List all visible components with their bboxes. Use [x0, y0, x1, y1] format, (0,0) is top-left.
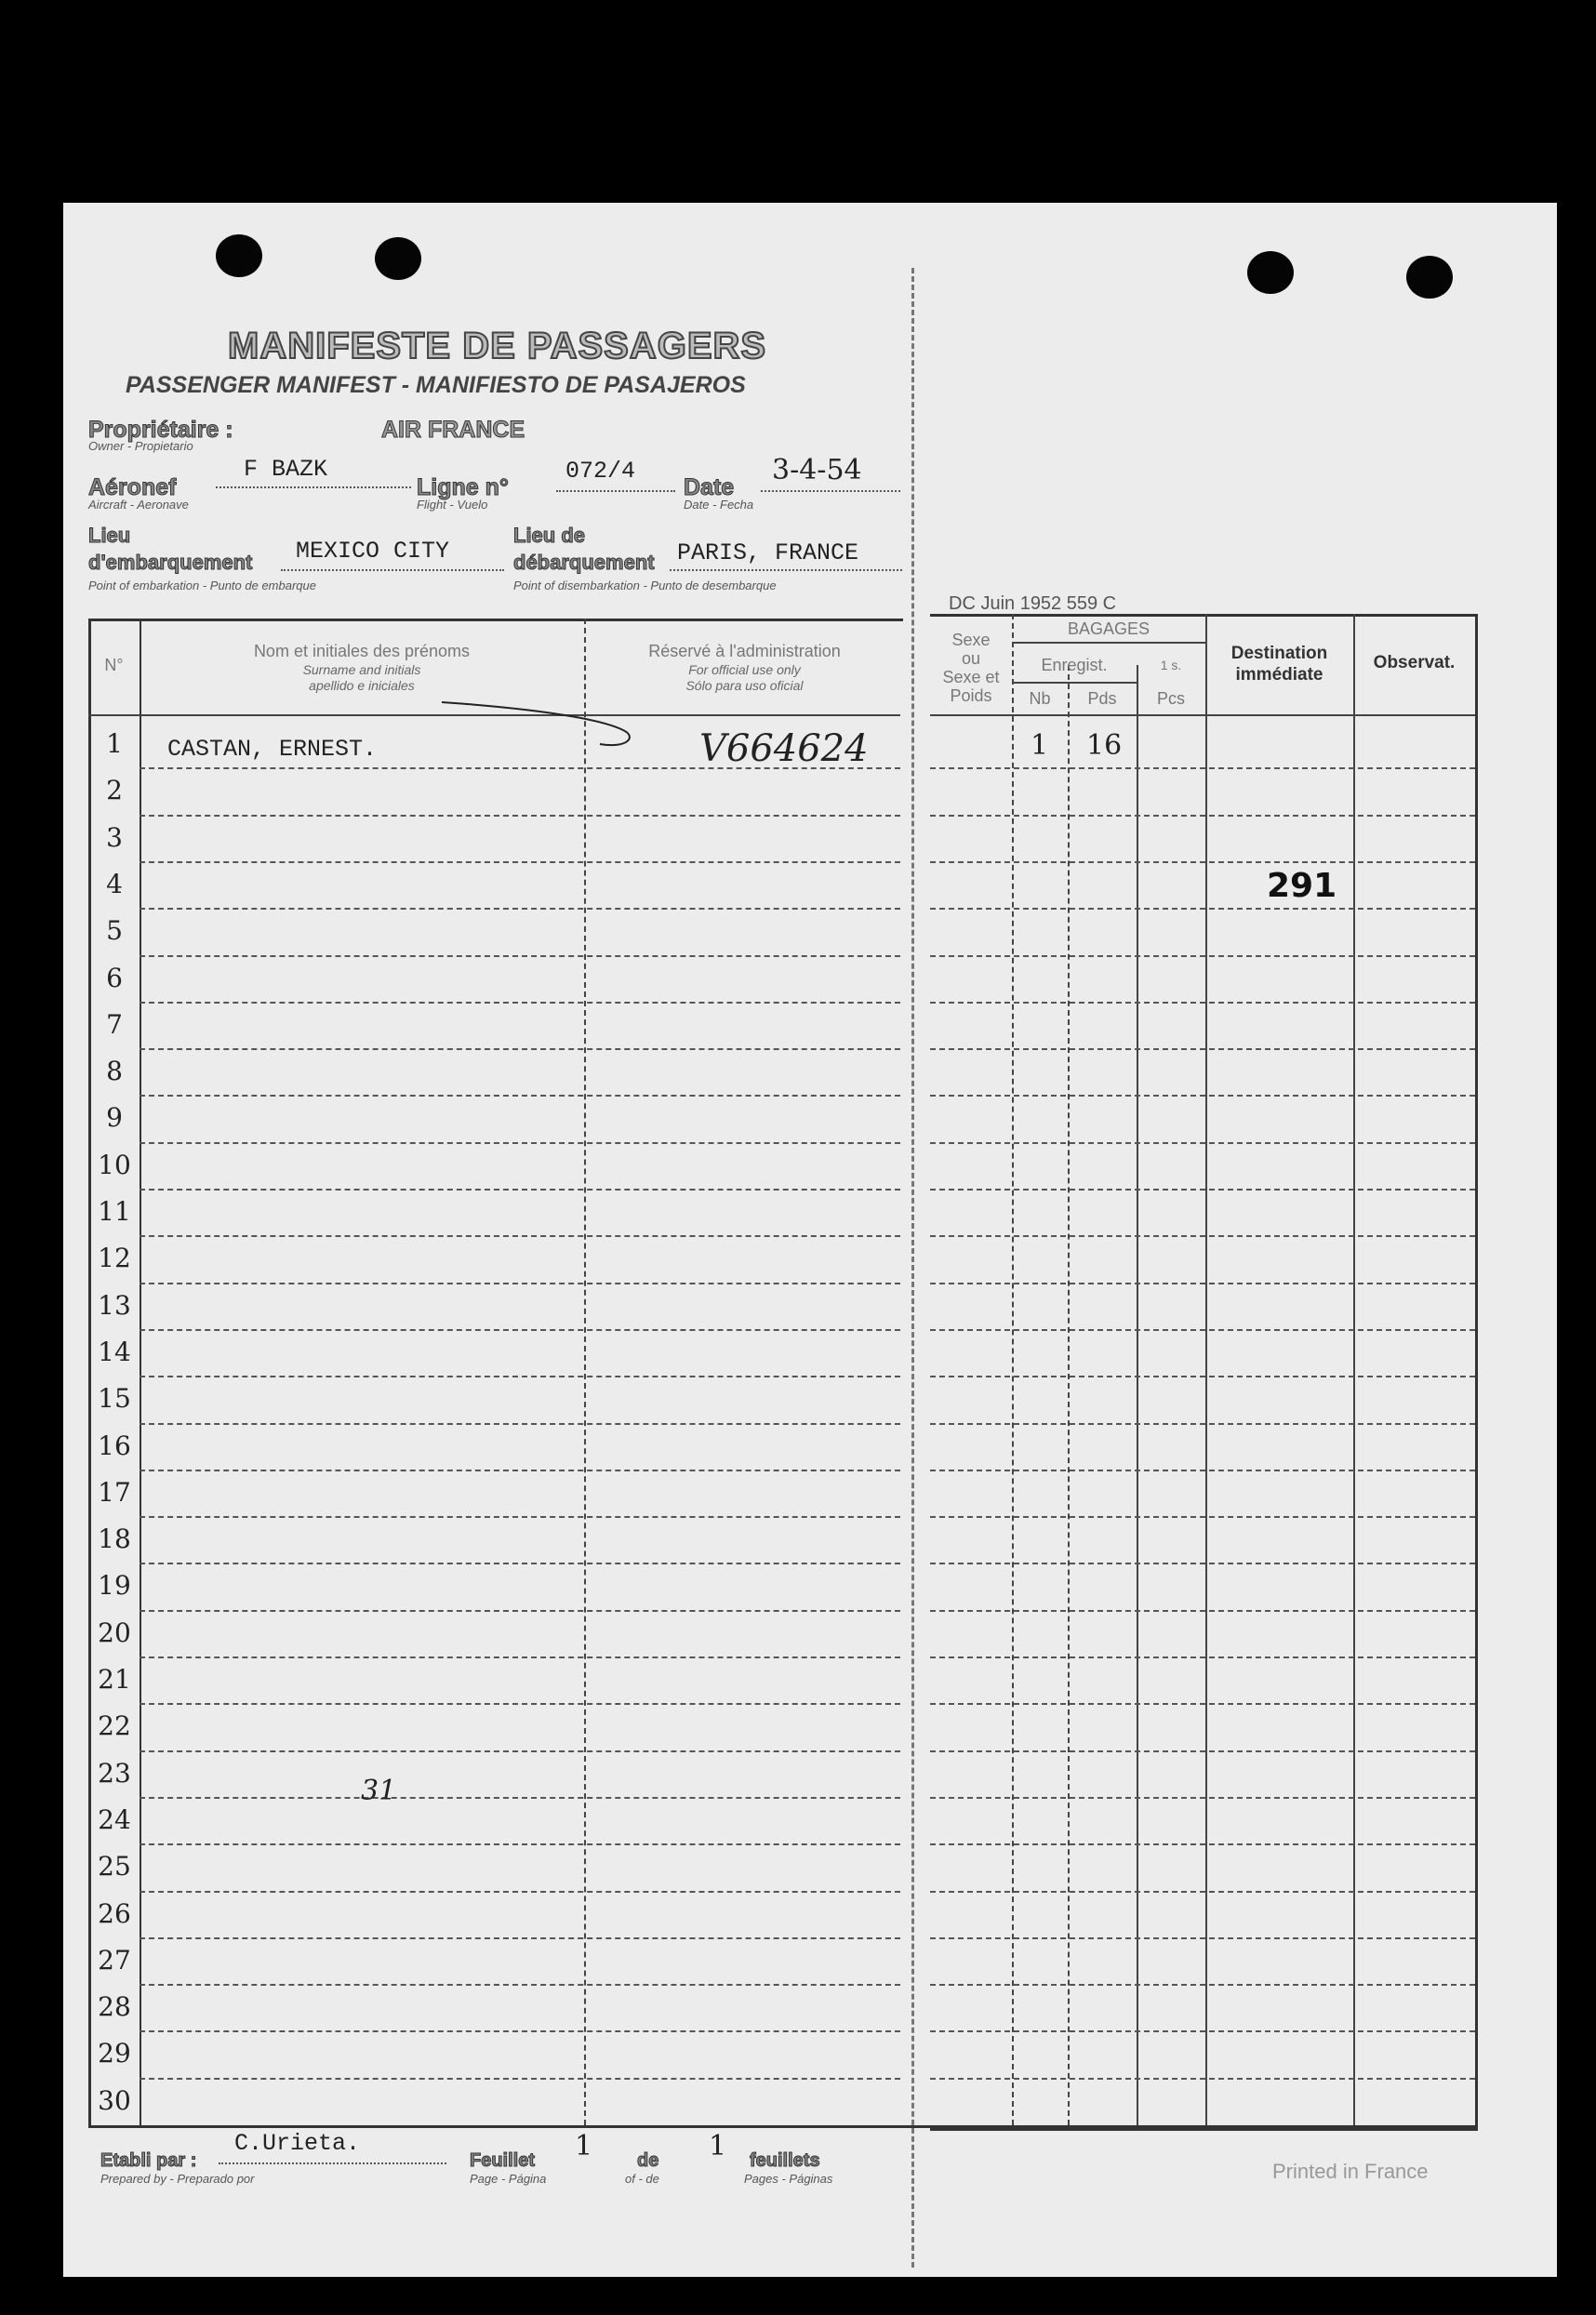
baggage-nb: 1 — [1031, 729, 1049, 762]
baggage-pds: 16 — [1086, 729, 1123, 762]
row-number: 4 — [106, 868, 123, 899]
row-line — [930, 1189, 1475, 1191]
disembark-sublabel: Point of disembarkation - Punto de desembarque — [513, 579, 777, 592]
header-name: Nom et initiales des prénoms — [253, 642, 471, 660]
header-registered: Enregist. — [1041, 656, 1108, 674]
row-number: 30 — [98, 2084, 131, 2116]
row-line — [140, 1937, 900, 1939]
punch-hole — [375, 237, 421, 280]
of-sublabel: of - de — [625, 2172, 659, 2186]
row-number: 28 — [98, 1991, 131, 2023]
row-line — [930, 1891, 1475, 1893]
row-number: 16 — [98, 1430, 131, 1461]
row-number: 15 — [98, 1383, 131, 1415]
row-line — [140, 1095, 900, 1097]
row-line — [140, 1610, 900, 1612]
row-line — [140, 1703, 900, 1705]
header-name-sub1: Surname and initials — [302, 662, 421, 677]
header-admin-sub1: For official use only — [688, 662, 801, 677]
row-line — [930, 908, 1475, 910]
row-line — [930, 1797, 1475, 1799]
row-number: 9 — [106, 1102, 123, 1134]
printed-in-france: Printed in France — [1272, 2160, 1429, 2183]
form-reference: DC Juin 1952 559 C — [949, 593, 1117, 614]
punch-hole — [216, 234, 262, 277]
row-line — [140, 1376, 900, 1377]
row-number: 2 — [106, 775, 123, 806]
flight-value: 072/4 — [565, 458, 636, 485]
row-line — [140, 2078, 900, 2080]
disembark-label-1: Lieu de — [513, 524, 586, 547]
row-number: 12 — [98, 1243, 131, 1274]
row-number: 8 — [106, 1056, 123, 1087]
embark-label-2: d'embarquement — [88, 551, 253, 574]
disembark-value: PARIS, FRANCE — [677, 539, 859, 566]
date-value: 3-4-54 — [772, 454, 862, 486]
row-line — [930, 1002, 1475, 1004]
embark-label-1: Lieu — [88, 524, 131, 547]
header-sex-2: ou — [961, 649, 981, 668]
row-number: 25 — [98, 1851, 131, 1883]
page-sublabel: Page - Página — [470, 2172, 547, 2186]
row-line — [930, 861, 1475, 863]
row-number: 21 — [98, 1664, 131, 1695]
header-admin: Réservé à l'administration — [648, 642, 841, 660]
header-destination-2: immédiate — [1235, 665, 1323, 685]
punch-hole — [1247, 251, 1294, 294]
disembark-label-2: débarquement — [513, 551, 655, 574]
row-line — [140, 1283, 900, 1284]
row-line — [140, 955, 900, 957]
row-line — [140, 1235, 900, 1237]
aircraft-sublabel: Aircraft - Aeronave — [88, 498, 189, 512]
owner-sublabel: Owner - Propietario — [88, 439, 193, 453]
owner-label: Propriétaire : — [88, 417, 233, 443]
row-number: 19 — [98, 1570, 131, 1602]
passenger-name: CASTAN, ERNEST. — [167, 736, 378, 763]
row-line — [140, 1142, 900, 1144]
header-sex-1: Sexe — [951, 631, 991, 649]
row-line — [140, 1891, 900, 1893]
row-line — [930, 815, 1475, 817]
row-line — [930, 1235, 1475, 1237]
row-number: 29 — [98, 2038, 131, 2069]
date-sublabel: Date - Fecha — [684, 498, 754, 512]
row-line — [140, 815, 900, 817]
page-label: Feuillet — [470, 2150, 536, 2171]
row-line — [930, 2030, 1475, 2032]
header-observations: Observat. — [1373, 653, 1456, 672]
row-line — [140, 861, 900, 863]
row-line — [930, 1423, 1475, 1425]
sheets-label: feuillets — [750, 2150, 820, 2171]
row-number: 14 — [98, 1336, 131, 1367]
prepared-value: C.Urieta. — [234, 2130, 361, 2157]
prepared-label: Etabli par : — [100, 2150, 197, 2171]
of-value: 1 — [709, 2130, 727, 2162]
row-line — [930, 2078, 1475, 2080]
row-line — [930, 1329, 1475, 1331]
row-line — [930, 1563, 1475, 1564]
header-nb: Nb — [1029, 689, 1051, 708]
row-number: 13 — [98, 1289, 131, 1321]
row-line — [140, 1048, 900, 1050]
stamp-number: 291 — [1267, 867, 1337, 905]
row-line — [930, 1984, 1475, 1986]
document-subtitle: PASSENGER MANIFEST - MANIFIESTO DE PASAJEROS — [126, 372, 746, 398]
row-line — [930, 1376, 1475, 1377]
flight-label: Ligne n° — [417, 474, 509, 500]
row-line — [930, 1516, 1475, 1518]
row-line — [930, 1048, 1475, 1050]
fold-line — [911, 268, 914, 2268]
row-number: 7 — [106, 1008, 123, 1040]
row-line — [930, 1750, 1475, 1752]
margin-note: 31 — [361, 1775, 397, 1807]
flight-sublabel: Flight - Vuelo — [417, 498, 488, 512]
row-line — [930, 1610, 1475, 1612]
row-number: 17 — [98, 1476, 131, 1508]
row-line — [140, 1516, 900, 1518]
embark-sublabel: Point of embarkation - Punto de embarque — [88, 579, 316, 592]
page-value: 1 — [575, 2130, 593, 2162]
admin-mark: V664624 — [699, 727, 869, 770]
header-hand: 1 s. — [1160, 658, 1182, 672]
row-number: 20 — [98, 1617, 131, 1648]
row-number: 24 — [98, 1803, 131, 1835]
date-label: Date — [684, 474, 735, 500]
header-destination-1: Destination — [1230, 644, 1328, 663]
row-line — [930, 1095, 1475, 1097]
row-line — [930, 1843, 1475, 1845]
prepared-sublabel: Prepared by - Preparado por — [100, 2172, 255, 2186]
aircraft-value: F BAZK — [244, 456, 328, 483]
row-line — [930, 1142, 1475, 1144]
row-line — [140, 1750, 900, 1752]
header-sex-3: Sexe et — [942, 668, 1000, 686]
row-number: 5 — [106, 915, 123, 947]
header-pds: Pds — [1087, 689, 1117, 708]
row-line — [140, 2030, 900, 2032]
row-line — [140, 1329, 900, 1331]
row-line — [140, 1563, 900, 1564]
header-baggage: BAGAGES — [1067, 619, 1150, 638]
header-admin-sub2: Sólo para uso oficial — [685, 678, 804, 693]
row-line — [930, 1283, 1475, 1284]
row-number: 6 — [106, 962, 123, 993]
row-line — [140, 908, 900, 910]
header-pcs: Pcs — [1156, 689, 1185, 708]
row-line — [930, 955, 1475, 957]
row-line — [140, 1797, 900, 1799]
row-line — [140, 1656, 900, 1658]
document-title: MANIFESTE DE PASSAGERS — [228, 326, 767, 366]
row-line — [140, 1984, 900, 1986]
row-line — [140, 1843, 900, 1845]
aircraft-label: Aéronef — [88, 474, 177, 500]
row-number: 27 — [98, 1944, 131, 1976]
owner-value: AIR FRANCE — [381, 417, 525, 443]
row-number: 3 — [106, 821, 123, 853]
embark-value: MEXICO CITY — [296, 538, 450, 565]
row-line — [140, 1423, 900, 1425]
row-line — [930, 1470, 1475, 1471]
row-number: 1 — [106, 728, 123, 759]
sheets-sublabel: Pages - Páginas — [744, 2172, 833, 2186]
header-name-sub2: apellido e iniciales — [309, 678, 415, 693]
row-number: 11 — [98, 1196, 131, 1227]
row-line — [930, 1937, 1475, 1939]
row-number: 22 — [98, 1710, 131, 1742]
row-line — [930, 1703, 1475, 1705]
row-number: 10 — [98, 1149, 131, 1180]
row-number: 23 — [98, 1757, 131, 1789]
of-label: de — [637, 2150, 659, 2171]
pen-stroke — [437, 688, 651, 753]
header-sex-4: Poids — [950, 686, 992, 705]
punch-hole — [1406, 256, 1453, 299]
passenger-table-left — [88, 619, 903, 2128]
header-no: N° — [104, 656, 124, 674]
row-line — [140, 1002, 900, 1004]
row-line — [930, 1656, 1475, 1658]
row-number: 18 — [98, 1523, 131, 1555]
row-line — [140, 1189, 900, 1191]
row-line — [140, 1470, 900, 1471]
row-number: 26 — [98, 1897, 131, 1929]
row-line — [930, 767, 1475, 769]
